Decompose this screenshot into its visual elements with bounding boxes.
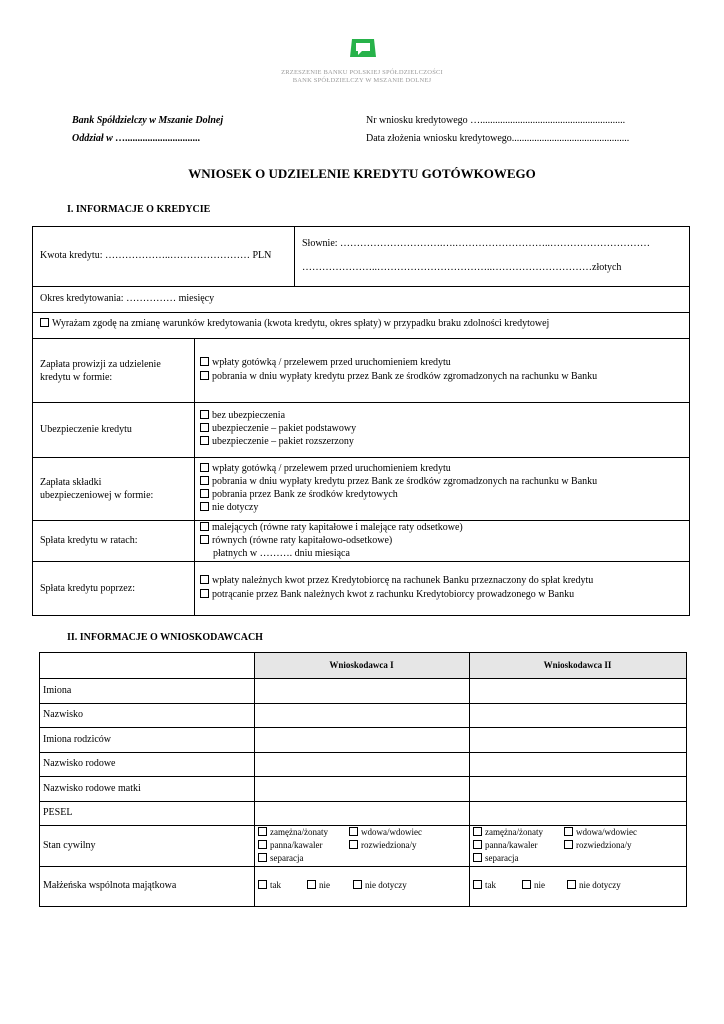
org-line-1: ZRZESZENIE BANKU POLSKIEJ SPÓŁDZIELCZOŚCI xyxy=(281,69,443,76)
option-label: rozwiedziona/y xyxy=(361,840,417,850)
submit-date-field[interactable]: Data złożenia wniosku kredytowego............................................... xyxy=(366,133,630,144)
branch-field[interactable]: Oddział w ….............................. xyxy=(72,133,201,144)
option-label: nie dotyczy xyxy=(212,502,259,513)
checkbox[interactable] xyxy=(258,827,267,836)
option-label: nie dotyczy xyxy=(365,880,407,890)
credit-amount-field[interactable]: Kwota kredytu: ………………..…………………… PLN xyxy=(40,250,272,261)
option-label: potrącanie przez Bank należnych kwot z rachunku Kredytobiorcy prowadzonego w Banku xyxy=(212,589,575,600)
option-label: tak xyxy=(485,880,496,890)
commission-label-2: kredytu w formie: xyxy=(40,372,113,383)
checkbox[interactable] xyxy=(200,502,209,511)
premium-option[interactable] xyxy=(200,476,597,487)
checkbox[interactable] xyxy=(473,880,482,889)
option-label: ubezpieczenie – pakiet podstawowy xyxy=(212,423,357,434)
premium-option[interactable] xyxy=(200,489,398,500)
checkbox[interactable] xyxy=(564,827,573,836)
bank-name: Bank Spółdzielczy w Mszanie Dolnej xyxy=(72,115,224,126)
property-option[interactable] xyxy=(522,880,545,890)
instalment-option[interactable] xyxy=(200,522,463,533)
marital-option[interactable] xyxy=(564,840,631,850)
checkbox[interactable] xyxy=(200,535,209,544)
consent-option[interactable] xyxy=(40,318,549,329)
checkbox[interactable] xyxy=(258,840,267,849)
commission-option[interactable] xyxy=(200,371,597,382)
checkbox[interactable] xyxy=(200,522,209,531)
option-label: pobrania w dniu wypłaty kredytu przez Bank ze środków zgromadzonych na rachunku w Banku xyxy=(212,476,598,487)
option-label: wdowa/wdowiec xyxy=(361,827,422,837)
option-label: panna/kawaler xyxy=(270,840,323,850)
checkbox[interactable] xyxy=(473,853,482,862)
property-option[interactable] xyxy=(258,880,281,890)
option-label: wpłaty gotówką / przelewem przed uruchomieniem kredytu xyxy=(212,357,451,368)
checkbox[interactable] xyxy=(473,840,482,849)
consent-checkbox[interactable] xyxy=(40,318,49,327)
property-option[interactable] xyxy=(307,880,330,890)
option-label: wpłaty gotówką / przelewem przed uruchomieniem kredytu xyxy=(212,463,451,474)
premium-label-2: ubezpieczeniowej w formie: xyxy=(40,490,154,501)
request-number-field[interactable]: Nr wniosku kredytowego ….......................................................... xyxy=(366,115,626,126)
checkbox[interactable] xyxy=(200,463,209,472)
checkbox[interactable] xyxy=(522,880,531,889)
checkbox[interactable] xyxy=(200,589,209,598)
premium-option[interactable] xyxy=(200,463,451,474)
row-label-pesel: PESEL xyxy=(43,807,73,818)
instalments-label: Spłata kredytu w ratach: xyxy=(40,535,138,546)
bank-logo xyxy=(346,37,378,61)
commission-option[interactable] xyxy=(200,357,451,368)
checkbox[interactable] xyxy=(564,840,573,849)
repayment-option[interactable] xyxy=(200,575,593,586)
checkbox[interactable] xyxy=(349,827,358,836)
checkbox[interactable] xyxy=(200,489,209,498)
marital-option[interactable] xyxy=(473,827,543,837)
option-label: nie dotyczy xyxy=(579,880,621,890)
premium-option[interactable] xyxy=(200,502,258,513)
section-2-heading: II. INFORMACJE O WNIOSKODAWCACH xyxy=(67,632,263,643)
marital-option[interactable] xyxy=(473,853,518,863)
insurance-option[interactable] xyxy=(200,436,354,447)
checkbox[interactable] xyxy=(258,880,267,889)
amount-in-words-line-1[interactable]: Słownie: ………………………….….………………………..………………………… xyxy=(302,238,651,249)
checkbox[interactable] xyxy=(307,880,316,889)
insurance-label: Ubezpieczenie kredytu xyxy=(40,424,132,435)
form-title: WNIOSEK O UDZIELENIE KREDYTU GOTÓWKOWEGO xyxy=(188,166,536,181)
option-label: rozwiedziona/y xyxy=(576,840,632,850)
property-option[interactable] xyxy=(473,880,496,890)
marital-option[interactable] xyxy=(349,840,416,850)
checkbox[interactable] xyxy=(200,476,209,485)
checkbox[interactable] xyxy=(258,853,267,862)
checkbox[interactable] xyxy=(200,357,209,366)
row-label-marital-status: Stan cywilny xyxy=(43,840,96,851)
repayment-label: Spłata kredytu poprzez: xyxy=(40,583,135,594)
option-label: równych (równe raty kapitałowo-odsetkowe) xyxy=(212,535,393,546)
instalment-option[interactable] xyxy=(200,535,392,546)
checkbox[interactable] xyxy=(200,423,209,432)
option-label: panna/kawaler xyxy=(485,840,538,850)
applicant-1-header: Wnioskodawca I xyxy=(329,660,394,670)
option-label: pobrania w dniu wypłaty kredytu przez Bank ze środków zgromadzonych na rachunku w Banku xyxy=(212,371,598,382)
row-label-parents-names: Imiona rodziców xyxy=(43,734,112,745)
amount-in-words-line-2[interactable]: …………………..……………………………..…………………………złotych xyxy=(302,262,622,273)
property-option[interactable] xyxy=(567,880,621,890)
commission-label-1: Zapłata prowizji za udzielenie xyxy=(40,359,161,370)
option-label: zamężna/żonaty xyxy=(270,827,328,837)
checkbox[interactable] xyxy=(200,436,209,445)
option-label: ubezpieczenie – pakiet rozszerzony xyxy=(212,436,354,447)
option-label: zamężna/żonaty xyxy=(485,827,543,837)
property-option[interactable] xyxy=(353,880,407,890)
row-label-property: Małżeńska wspólnota majątkowa xyxy=(43,880,177,891)
checkbox[interactable] xyxy=(353,880,362,889)
checkbox[interactable] xyxy=(200,371,209,380)
insurance-option[interactable] xyxy=(200,423,356,434)
premium-label-1: Zapłata składki xyxy=(40,477,102,488)
checkbox[interactable] xyxy=(349,840,358,849)
marital-option[interactable] xyxy=(258,840,322,850)
insurance-option[interactable] xyxy=(200,410,285,421)
marital-option[interactable] xyxy=(258,827,328,837)
option-label: wpłaty należnych kwot przez Kredytobiorcę na rachunek Banku przeznaczony do spłat kredytu xyxy=(212,575,594,586)
marital-option[interactable] xyxy=(473,840,537,850)
credit-period-field[interactable]: Okres kredytowania: …………… miesięcy xyxy=(40,293,215,304)
option-label: bez ubezpieczenia xyxy=(212,410,286,421)
option-label: wdowa/wdowiec xyxy=(576,827,637,837)
repayment-option[interactable] xyxy=(200,589,574,600)
applicant-2-header: Wnioskodawca II xyxy=(543,660,612,670)
checkbox[interactable] xyxy=(200,575,209,584)
org-line-2: BANK SPÓŁDZIELCZY W MSZANIE DOLNEJ xyxy=(292,77,432,84)
marital-option[interactable] xyxy=(258,853,303,863)
option-label: nie xyxy=(534,880,545,890)
consent-label: Wyrażam zgodę na zmianę warunków kredytowania (kwota kredytu, okres spłaty) w przypadku braku zdolności kredytowej xyxy=(52,318,550,329)
marital-option[interactable] xyxy=(564,827,637,837)
option-label: malejących (równe raty kapitałowe i malejące raty odsetkowe) xyxy=(212,522,463,533)
marital-option[interactable] xyxy=(349,827,422,837)
option-label: separacja xyxy=(270,853,304,863)
payment-day-field[interactable]: płatnych w ………. dniu miesiąca xyxy=(213,548,350,559)
option-label: pobrania przez Bank ze środków kredytowych xyxy=(212,489,398,500)
option-label: separacja xyxy=(485,853,519,863)
checkbox[interactable] xyxy=(567,880,576,889)
row-label-mother-maiden-name: Nazwisko rodowe matki xyxy=(43,783,141,794)
section-1-heading: I. INFORMACJE O KREDYCIE xyxy=(67,204,211,215)
row-label-maiden-name: Nazwisko rodowe xyxy=(43,758,116,769)
option-label: nie xyxy=(319,880,330,890)
checkbox[interactable] xyxy=(200,410,209,419)
row-label-first-names: Imiona xyxy=(43,685,72,696)
option-label: tak xyxy=(270,880,281,890)
checkbox[interactable] xyxy=(473,827,482,836)
row-label-surname: Nazwisko xyxy=(43,709,83,720)
